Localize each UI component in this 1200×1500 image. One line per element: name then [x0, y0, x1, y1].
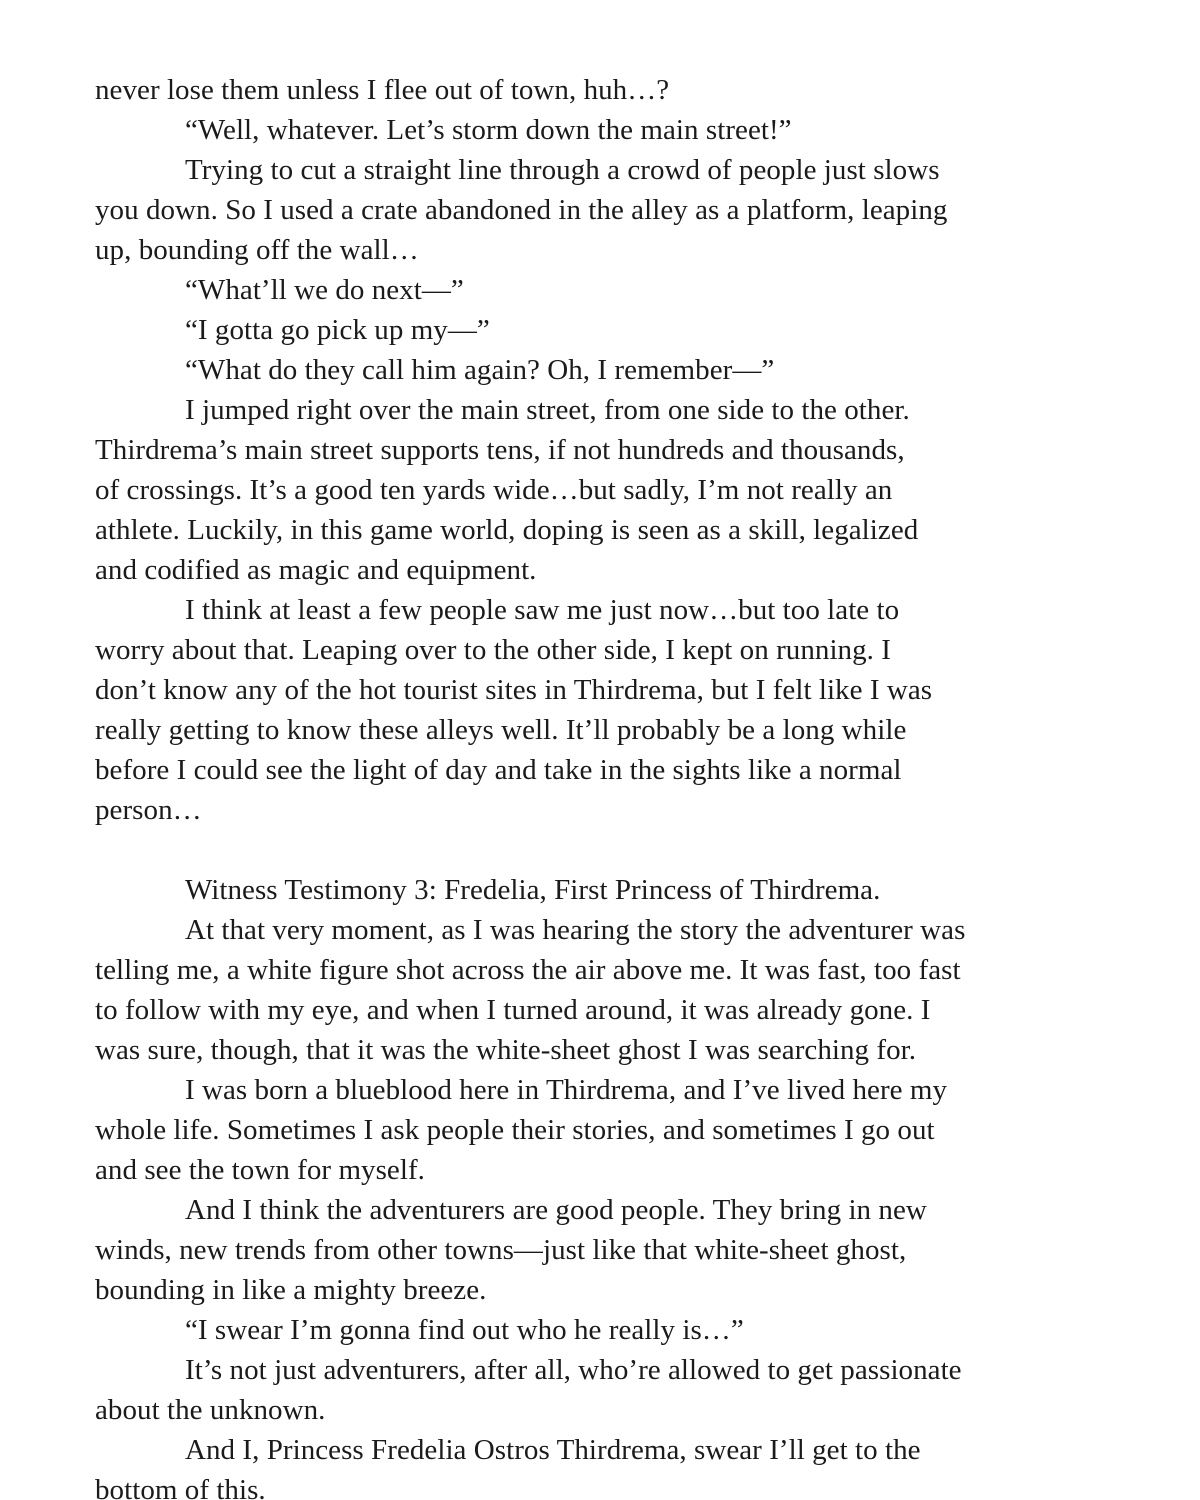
text-line: you down. So I used a crate abandoned in the alley as a platform, leaping [95, 194, 948, 226]
body-text [95, 70, 1115, 1500]
text-line: “What’ll we do next—” [185, 274, 464, 306]
text-line: don’t know any of the hot tourist sites in Thirdrema, but I felt like I was [95, 674, 933, 706]
text-line: bottom of this. [95, 1474, 266, 1500]
paragraph [95, 1350, 1115, 1430]
text-line: worry about that. Leaping over to the other side, I kept on running. I [95, 634, 891, 666]
text-line: bounding in like a mighty breeze. [95, 1274, 487, 1306]
text-line: before I could see the light of day and take in the sights like a normal [95, 754, 902, 786]
text-line: winds, new trends from other towns—just like that white-sheet ghost, [95, 1234, 907, 1266]
paragraph [95, 1070, 1115, 1190]
text-line: whole life. Sometimes I ask people their stories, and sometimes I go out [95, 1114, 935, 1146]
text-line: “I gotta go pick up my—” [185, 314, 490, 346]
paragraph [95, 350, 1115, 390]
text-line: and codified as magic and equipment. [95, 554, 537, 586]
text-line: up, bounding off the wall… [95, 234, 419, 266]
text-line: “Well, whatever. Let’s storm down the main street!” [185, 114, 792, 146]
paragraph [95, 1310, 1115, 1350]
text-line: really getting to know these alleys well. It’ll probably be a long while [95, 714, 907, 746]
paragraph [95, 910, 1115, 1070]
text-line: And I think the adventurers are good people. They bring in new [185, 1194, 927, 1226]
paragraph [95, 70, 1115, 110]
text-line: to follow with my eye, and when I turned around, it was already gone. I [95, 994, 931, 1026]
text-line: And I, Princess Fredelia Ostros Thirdrema, swear I’ll get to the [185, 1434, 921, 1466]
text-line: “What do they call him again? Oh, I remember—” [185, 354, 775, 386]
paragraph [95, 1190, 1115, 1310]
text-line: athlete. Luckily, in this game world, doping is seen as a skill, legalized [95, 514, 919, 546]
paragraph [95, 270, 1115, 310]
text-line: and see the town for myself. [95, 1154, 425, 1186]
text-line: I jumped right over the main street, from one side to the other. [185, 394, 910, 426]
text-line: Witness Testimony 3: Fredelia, First Princess of Thirdrema. [185, 874, 881, 906]
text-line: “I swear I’m gonna find out who he really is…” [185, 1314, 744, 1346]
paragraph [95, 870, 1115, 910]
paragraph [95, 110, 1115, 150]
text-line: Thirdrema’s main street supports tens, if not hundreds and thousands, [95, 434, 905, 466]
paragraph [95, 590, 1115, 830]
text-line: never lose them unless I flee out of town, huh…? [95, 74, 670, 106]
text-line: about the unknown. [95, 1394, 326, 1426]
paragraph [95, 390, 1115, 590]
text-line: was sure, though, that it was the white-sheet ghost I was searching for. [95, 1034, 917, 1066]
text-line: It’s not just adventurers, after all, who’re allowed to get passionate [185, 1354, 962, 1386]
text-line: I think at least a few people saw me just now…but too late to [185, 594, 900, 626]
text-line: Trying to cut a straight line through a crowd of people just slows [185, 154, 940, 186]
text-line: At that very moment, as I was hearing the story the adventurer was [185, 914, 966, 946]
paragraph-break [95, 830, 1115, 870]
text-line: of crossings. It’s a good ten yards wide…but sadly, I’m not really an [95, 474, 893, 506]
text-line: telling me, a white figure shot across the air above me. It was fast, too fast [95, 954, 961, 986]
paragraph [95, 310, 1115, 350]
paragraph [95, 150, 1115, 270]
text-line: I was born a blueblood here in Thirdrema, and I’ve lived here my [185, 1074, 948, 1106]
paragraph [95, 1430, 1115, 1500]
text-line: person… [95, 794, 202, 826]
